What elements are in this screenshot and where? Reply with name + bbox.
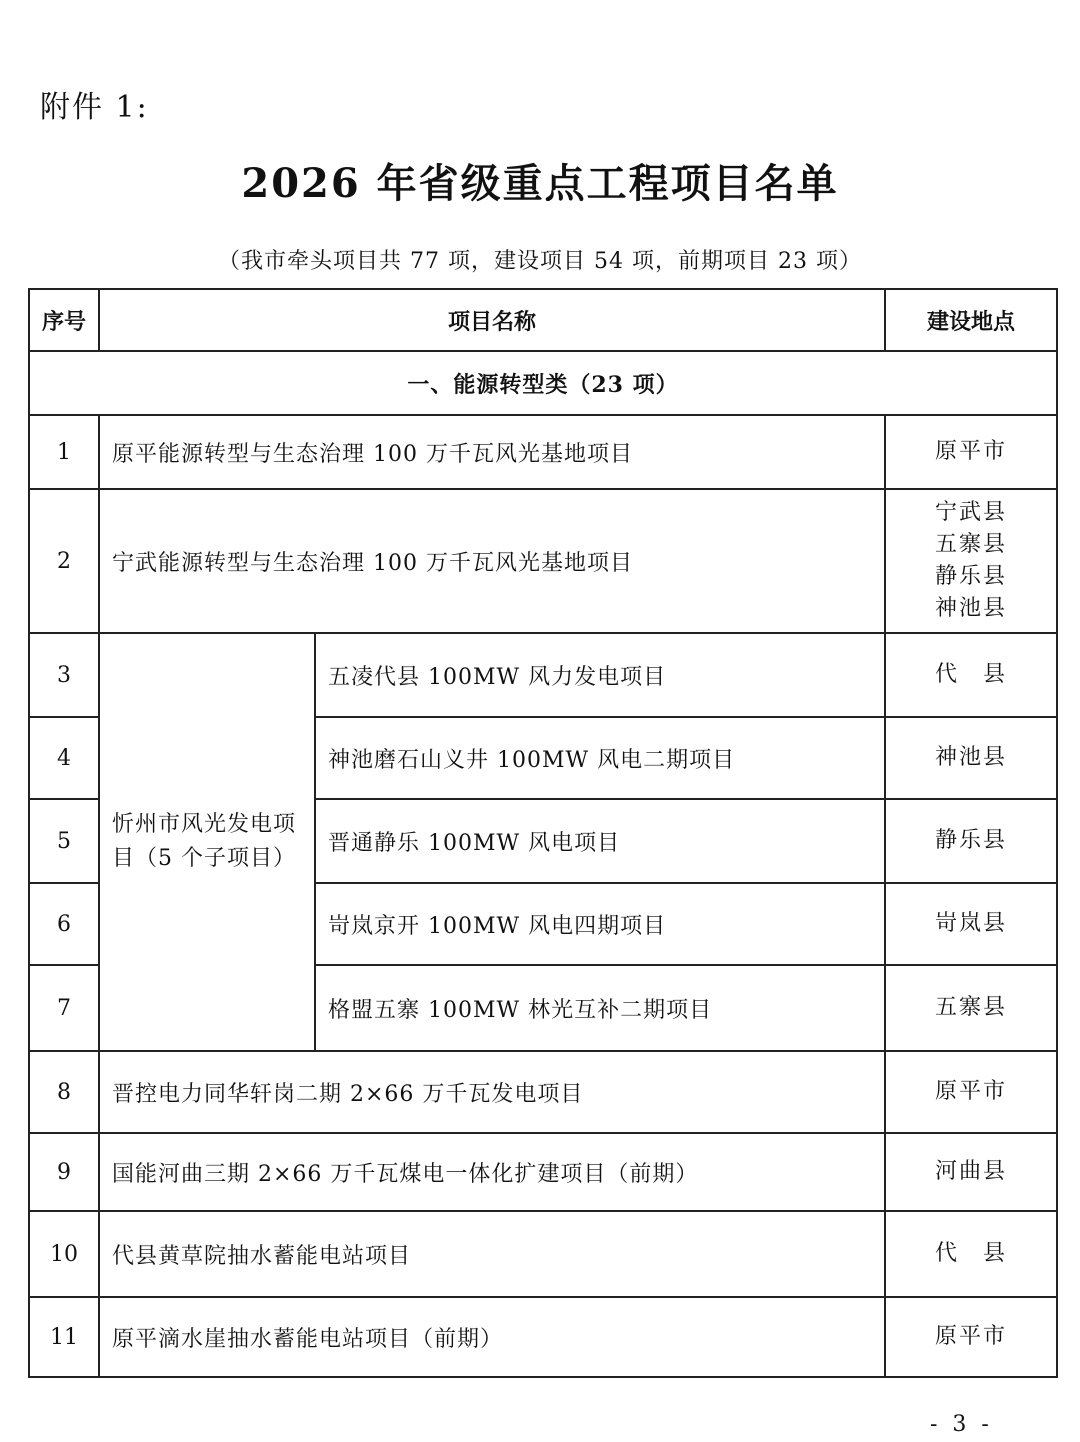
- row-location: [885, 965, 1057, 1051]
- table-row: [29, 415, 1057, 489]
- row-name: 代县黄草院抽水蓄能电站项目: [99, 1211, 885, 1297]
- location-line: 神池县: [935, 745, 1008, 770]
- row-no: 10: [29, 1211, 99, 1297]
- row-name: 神池磨石山义井 100MW 风电二期项目: [315, 717, 885, 799]
- header-location: 建设地点: [885, 289, 1057, 351]
- category-row: [29, 351, 1057, 415]
- category-energy-transition: 一、能源转型类（23 项）: [29, 351, 1057, 415]
- table-row: [29, 1051, 1057, 1133]
- row-location: [885, 799, 1057, 883]
- row-name: 五凌代县 100MW 风力发电项目: [315, 633, 885, 717]
- location-line: 静乐县: [935, 564, 1008, 589]
- row-name: 晋通静乐 100MW 风电项目: [315, 799, 885, 883]
- row-no: 3: [29, 633, 99, 717]
- row-no: 4: [29, 717, 99, 799]
- location-line: 代 县: [935, 662, 1008, 687]
- document-title: 2026 年省级重点工程项目名单: [241, 160, 839, 207]
- location-line: 代 县: [935, 1241, 1008, 1266]
- table-row: [29, 489, 1057, 633]
- row-no: 8: [29, 1051, 99, 1133]
- row-location: [885, 717, 1057, 799]
- row-location: [885, 1051, 1057, 1133]
- location-line: 神池县: [935, 596, 1008, 621]
- location-line: 原平市: [935, 1079, 1008, 1104]
- row-location: [885, 489, 1057, 633]
- row-no: 6: [29, 883, 99, 965]
- row-name: 岢岚京开 100MW 风电四期项目: [315, 883, 885, 965]
- project-group-label: 忻州市风光发电项目（5 个子项目）: [99, 633, 315, 1051]
- row-location: [885, 883, 1057, 965]
- row-name: 宁武能源转型与生态治理 100 万千瓦风光基地项目: [99, 489, 885, 633]
- row-name: 格盟五寨 100MW 林光互补二期项目: [315, 965, 885, 1051]
- location-line: 五寨县: [935, 995, 1008, 1020]
- row-location: [885, 633, 1057, 717]
- page-number: - 3 -: [930, 1412, 993, 1437]
- row-location: [885, 415, 1057, 489]
- row-name: 国能河曲三期 2×66 万千瓦煤电一体化扩建项目（前期）: [99, 1133, 885, 1211]
- location-line: 原平市: [935, 439, 1008, 464]
- row-no: 5: [29, 799, 99, 883]
- row-name: 原平能源转型与生态治理 100 万千瓦风光基地项目: [99, 415, 885, 489]
- location-line: 宁武县: [935, 500, 1008, 525]
- table-row: [29, 1133, 1057, 1211]
- row-location: [885, 1211, 1057, 1297]
- project-table: [28, 288, 1058, 1378]
- attachment-label: 附件 1:: [40, 90, 149, 125]
- row-name: 原平滴水崖抽水蓄能电站项目（前期）: [99, 1297, 885, 1377]
- location-line: 原平市: [935, 1324, 1008, 1349]
- header-name: 项目名称: [99, 289, 885, 351]
- row-location: [885, 1297, 1057, 1377]
- table-row: [29, 1297, 1057, 1377]
- table-row: [29, 1211, 1057, 1297]
- location-line: 静乐县: [935, 828, 1008, 853]
- row-location: [885, 1133, 1057, 1211]
- row-no: 1: [29, 415, 99, 489]
- row-no: 2: [29, 489, 99, 633]
- document-subtitle: （我市牵头项目共 77 项，建设项目 54 项，前期项目 23 项）: [218, 249, 862, 274]
- row-no: 11: [29, 1297, 99, 1377]
- location-line: 岢岚县: [935, 911, 1008, 936]
- row-no: 9: [29, 1133, 99, 1211]
- table-row: [29, 633, 1057, 717]
- location-line: 河曲县: [935, 1159, 1008, 1184]
- header-no: 序号: [29, 289, 99, 351]
- row-no: 7: [29, 965, 99, 1051]
- location-line: 五寨县: [935, 532, 1008, 557]
- row-name: 晋控电力同华轩岗二期 2×66 万千瓦发电项目: [99, 1051, 885, 1133]
- table-header-row: [29, 289, 1057, 351]
